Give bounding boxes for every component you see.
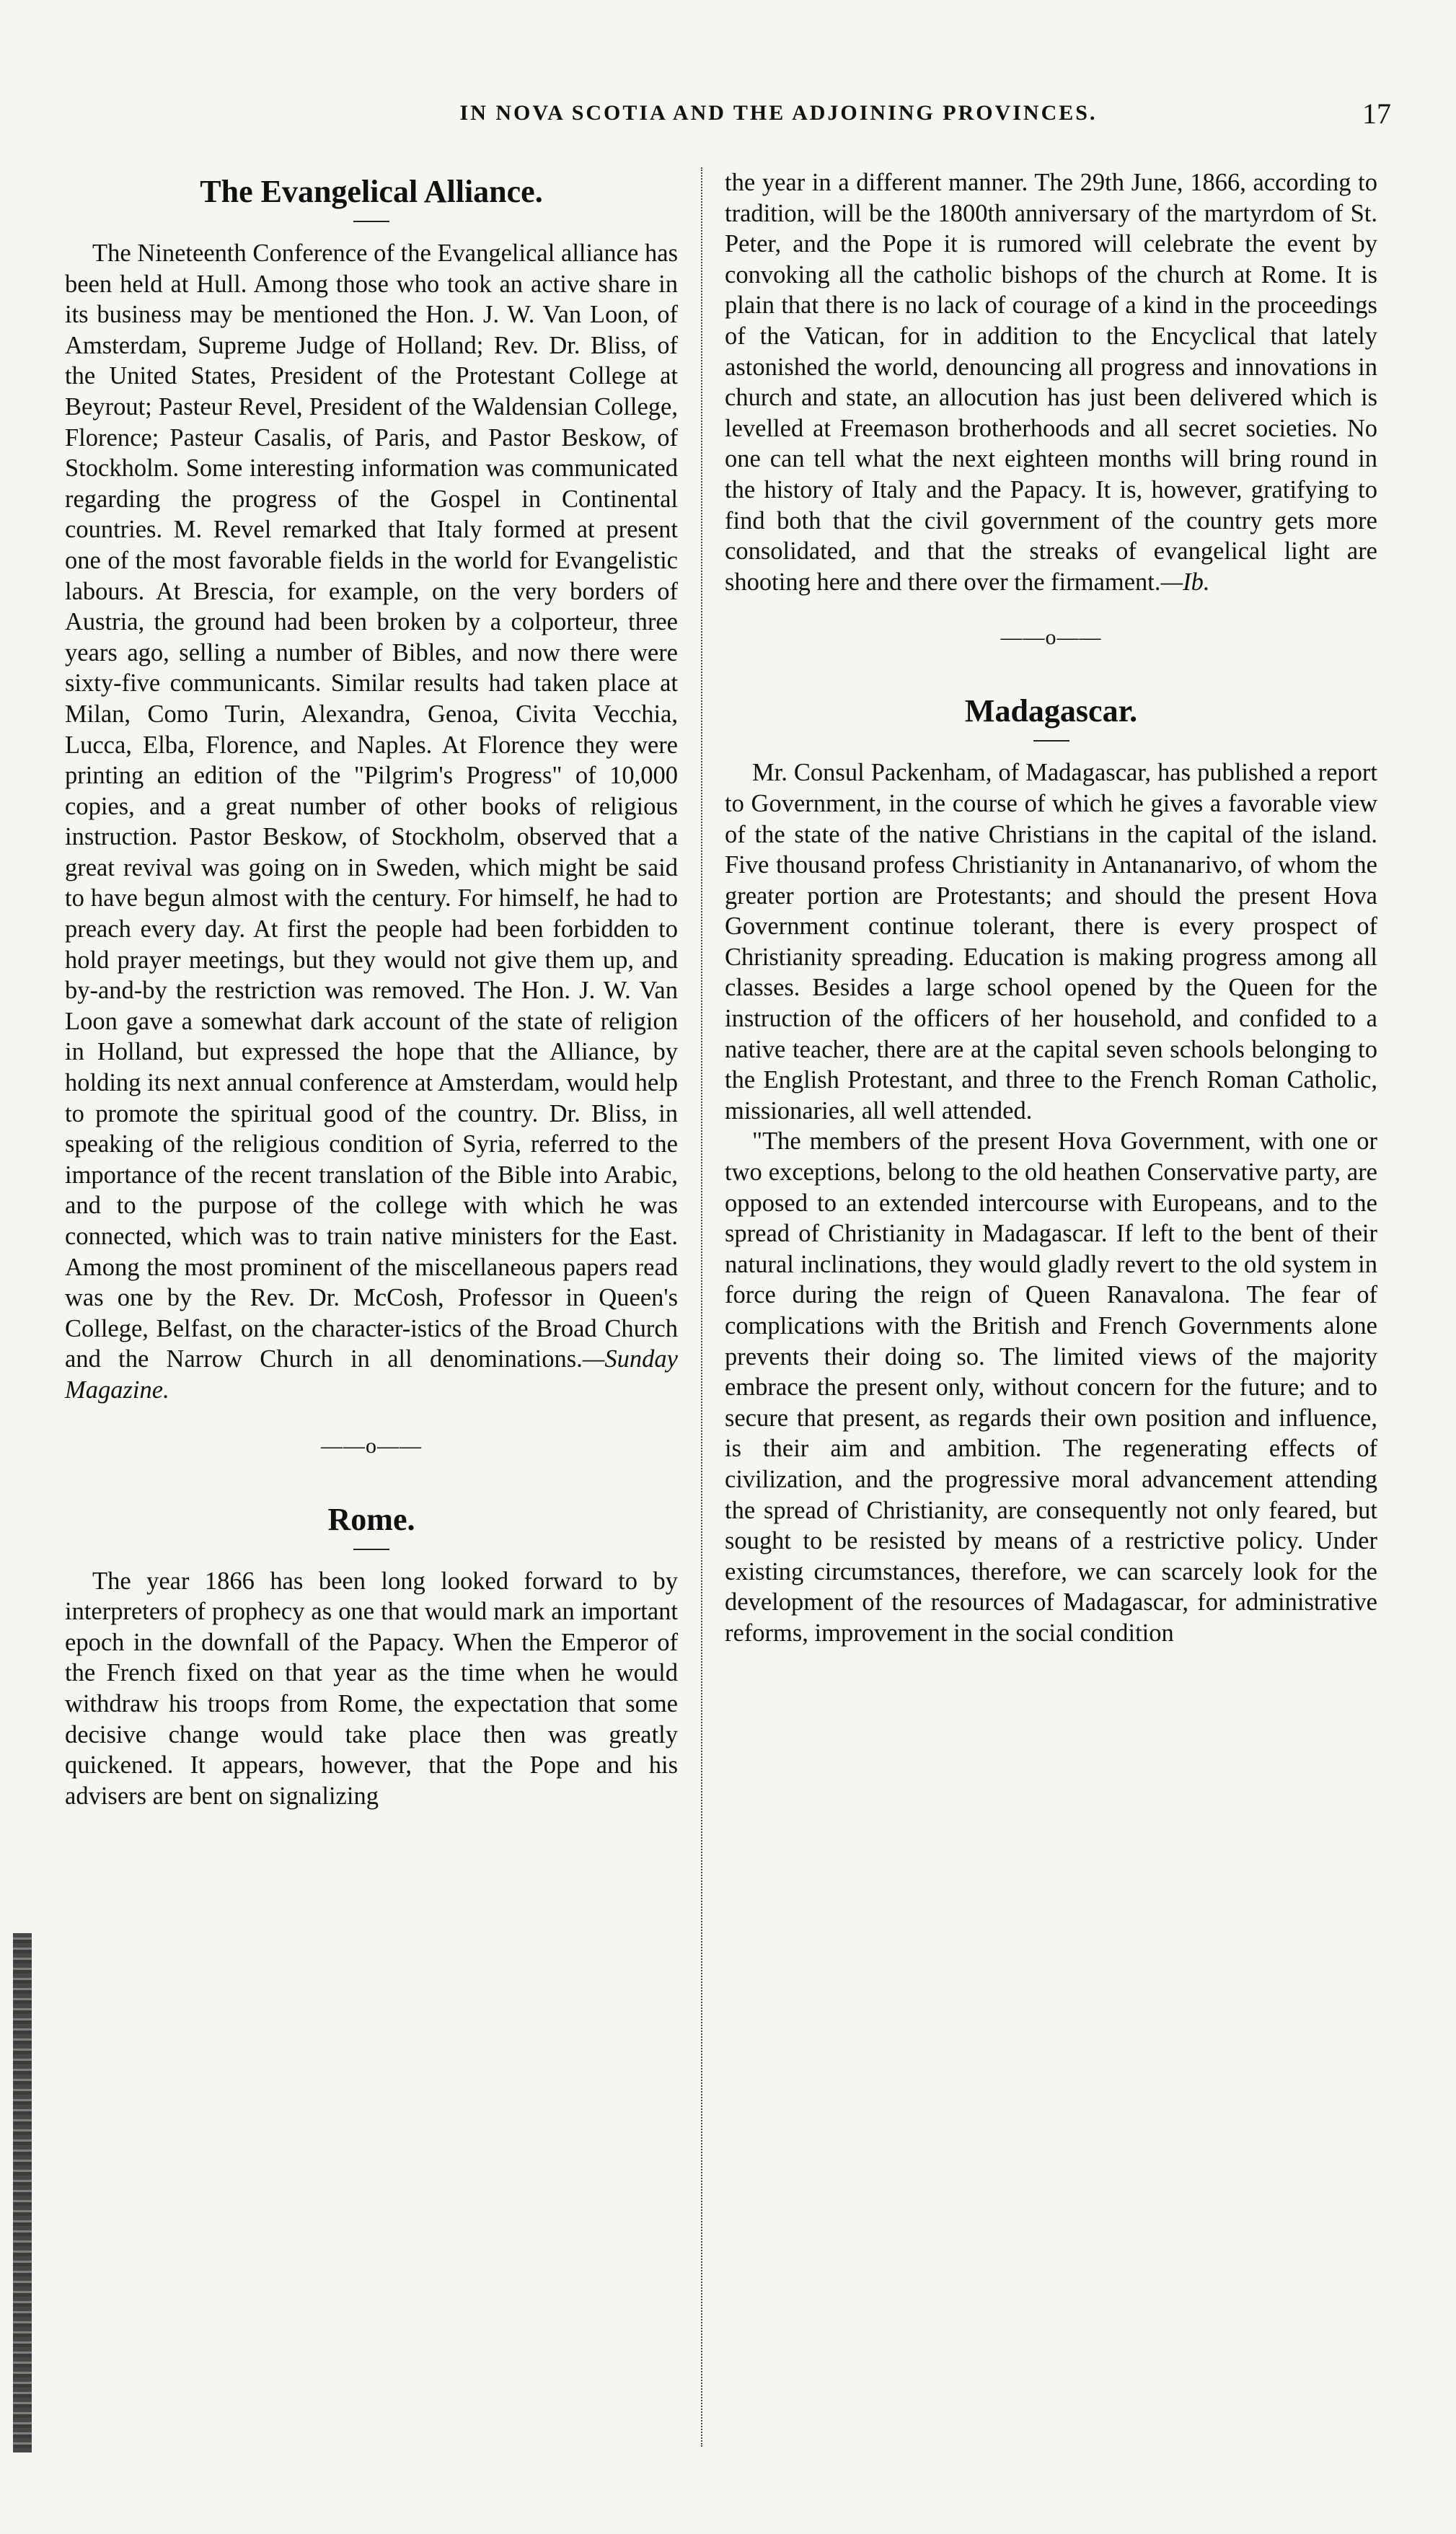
article-paragraph: [65, 238, 678, 1406]
article-source: —Ib.: [1160, 568, 1210, 596]
article-body-text: The Nineteenth Conference of the Evangelical alliance has been held at Hull. Among those who took an active share in its business may be mentioned the Hon. J. W. Van Loon, of Amsterdam, Supreme Judge of Holland; Rev. Dr. Bliss, of the United States, President of the Protestant College at Beyrout; Pasteur Revel, President of the Waldensian College, Florence; Pasteur Casalis, of Paris, and Pastor Beskow, of Stockholm. Some interesting information was communicated regarding the progress of the Gospel in Continental countries. M. Revel remarked that Italy formed at present one of the most favorable fields in the world for Evangelistic labours. At Brescia, for example, on the very borders of Austria, the ground had been broken by a colporteur, three years ago, selling a number of Bibles, and now there were sixty-five communicants. Similar results had taken place at Milan, Como Turin, Alexandra, Genoa, Civita Vecchia, Lucca, Elba, Florence, and Naples. At Florence they were printing an edition of the "Pilgrim's Progress" of 10,000 copies, and a great number of other books of religious instruction. Pastor Beskow, of Stockholm, observed that a great revival was going on in Sweden, which might be said to have begun almost with the century. For himself, he had to preach every day. At first the people had been forbidden to hold prayer meetings, but they would not give them up, and by-and-by the restriction was removed. The Hon. J. W. Van Loon gave a somewhat dark account of the state of religion in Holland, but expressed the hope that the Alliance, by holding its next annual conference at Amsterdam, would help to promote the spiritual good of the country. Dr. Bliss, in speaking of the religious condition of Syria, referred to the importance of the recent translation of the Bible into Arabic, and to the purpose of the college with which he was connected, which was to train native ministers for the East. Among the most prominent of the miscellaneous papers read was one by the Rev. Dr. McCosh, Professor in Queen's College, Belfast, on the character-istics of the Broad Church and the Narrow Church in all denominations.: [65, 239, 678, 1373]
left-column: [65, 167, 678, 1811]
section-title-rome: Rome.: [327, 1501, 415, 1537]
right-column: [725, 167, 1377, 1649]
section-separator: ——o——: [1000, 625, 1102, 650]
running-header: [166, 97, 1391, 144]
article-paragraph-continued: [725, 167, 1377, 597]
running-title: IN NOVA SCOTIA AND THE ADJOINING PROVINCES.: [459, 101, 1098, 125]
column-divider: [701, 167, 702, 2447]
article-paragraph: Mr. Consul Packenham, of Madagascar, has published a report to Government, in the course of which he gives a favorable view of the state of the native Christians in the capital of the island. Five thousand profess Christianity in Antananarivo, of whom the greater portion are Protestants; and should the present Hova Government continue tolerant, there is every prospect of Christianity spreading. Education is making progress among all classes. Besides a large school opened by the Queen for the instruction of the officers of her household, and confided to a native teacher, there are at the capital seven schools belonging to the English Protestant, and three to the French Roman Catholic, missionaries, all well attended.: [725, 759, 1377, 1125]
article-body-text: the year in a different manner. The 29th June, 1866, according to tradition, will be the 1800th anniversary of the martyrdom of St. Peter, and the Pope it is rumored will celebrate the event by convoking all the catholic bishops of the church at Rome. It is plain that there is no lack of courage of a kind in the proceedings of the Vatican, for in addition to the Encyclical that lately astonished the world, denouncing all progress and innovations in church and state, an allocution has just been delivered which is levelled at Freemason brotherhoods and all secret societies. No one can tell what the next eighteen months will bring round in the history of Italy and the Papacy. It is, however, gratifying to find both that the civil government of the country gets more consolidated, and that the streaks of evangelical light are shooting here and there over the firmament.: [725, 169, 1377, 596]
section-title-evangelical-alliance: The Evangelical Alliance.: [200, 174, 543, 209]
article-paragraph: The year 1866 has been long looked forward to by interpreters of prophecy as one that would mark an important epoch in the downfall of the Papacy. When the Emperor of the French fixed on that year as the time when he would withdraw his troops from Rome, the expectation that some decisive change would take place then was greatly quickened. It appears, however, that the Pope and his advisers are bent on signalizing: [65, 1567, 678, 1810]
article-source: —Sunday Magazine.: [65, 1345, 678, 1404]
page-number: 17: [1362, 97, 1391, 130]
scan-binding-edge: [13, 1933, 32, 2452]
title-rule: [353, 221, 389, 222]
article-paragraph: "The members of the present Hova Government, with one or two exceptions, belong to the old heathen Conservative party, are opposed to an extended intercourse with Europeans, and to the spread of Christianity in Madagascar. If left to the bent of their natural inclinations, they would gladly revert to the old system in force during the reign of Queen Ranavalona. The fear of complications with the British and French Governments alone prevents their doing so. The limited views of the majority embrace the present only, without concern for the future; and to secure that present, as regards their own position and influence, is their aim and ambition. The regenerating effects of civilization, and the progressive moral advancement attending the spread of Christianity, are consequently not only feared, but sought to be resisted by means of a restrictive policy. Under existing circumstances, therefore, we can scarcely look for the development of the resources of Madagascar, for administrative reforms, improvement in the social condition: [725, 1127, 1377, 1647]
section-title-madagascar: Madagascar.: [964, 693, 1138, 729]
title-rule: [1033, 740, 1069, 742]
title-rule: [353, 1549, 389, 1550]
section-separator: ——o——: [321, 1433, 422, 1458]
